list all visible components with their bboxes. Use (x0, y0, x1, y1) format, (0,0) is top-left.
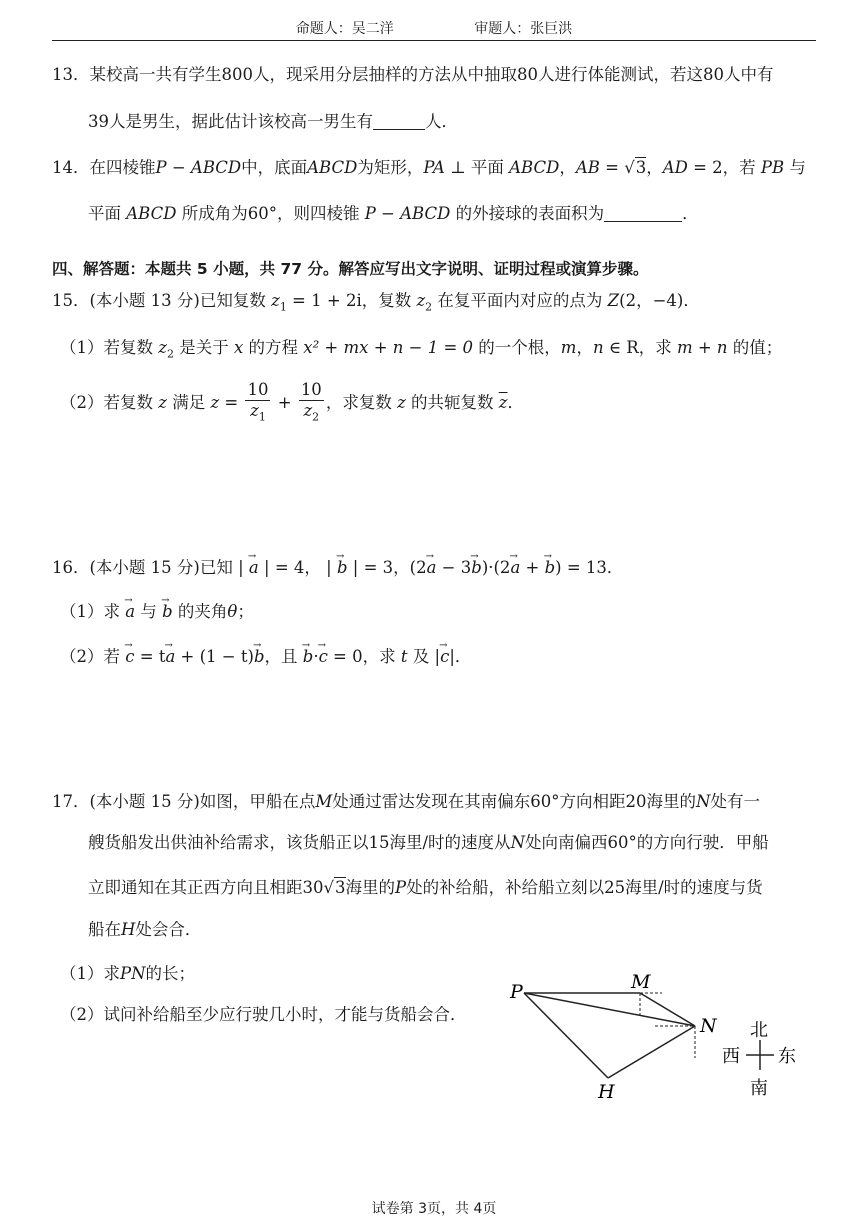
answer-blank (373, 113, 425, 130)
label-H: H (598, 1081, 615, 1103)
answer-blank (604, 205, 682, 222)
label-P: P (510, 981, 523, 1003)
label-M: M (631, 971, 651, 993)
line-PH (524, 993, 608, 1078)
page-footer: 试卷第 3页，共 4页 (371, 1201, 497, 1217)
q16-part1: （1）求 → a 与 → b 的夹角θ； (60, 600, 830, 624)
q15-stem: 15．(本小题 13 分)已知复数 $z_1 = 1 + 2i$，复数 $z_2$ 在复平面内对应的点为 Z(2，−4)． (52, 291, 700, 314)
q13-line2: 39人是男生，据此估计该校高一男生有 人． (88, 112, 458, 131)
author-label: 命题人：吴二洋 (295, 21, 394, 37)
compass-south: 南 (750, 1078, 768, 1099)
q13-line1: 13．某校高一共有学生800人，现采用分层抽样的方法从中抽取80人进行体能测试，若这80人中有 (52, 65, 774, 84)
q17-part2: （2）试问补给船至少应行驶几小时，才能与货船会合． (60, 1005, 467, 1024)
page-header (52, 18, 816, 41)
q17-line4: 船在H处会合． (88, 920, 202, 939)
fraction-10-z2: $\frac{10}{z_2}$ (300, 380, 322, 424)
compass-east: 东 (778, 1046, 796, 1067)
q16-part2: （2）若 → c = t→ a + (1 − t)→ b，且 → b·→ c = 0，求 t 及 |→ c|． (60, 645, 830, 669)
q16-stem: 16．(本小题 15 分)已知 | → a | = 4， | → b | = 3，(2→ a − 3→ b)·(2→ a + → b) = 13． (52, 556, 822, 580)
section-heading: 四、解答题：本题共 5 小题，共 77 分。解答应写出文字说明、证明过程或演算步骤。 (52, 260, 649, 278)
q14-line1: 14．在四棱锥P − ABCD中，底面ABCD为矩形，PA ⊥ 平面 ABCD，AB = √3，AD = 2，若 PB 与 (52, 158, 806, 177)
label-N: N (700, 1015, 717, 1037)
q17-line3: 立即通知在其正西方向且相距30√3海里的P处的补给船，补给船立刻以25海里/时的速度与货 (88, 878, 763, 897)
compass-west: 西 (722, 1046, 740, 1067)
q17-line1: 17．(本小题 15 分)如图，甲船在点M处通过雷达发现在其南偏东60°方向相距20海里的N处有一 (52, 792, 760, 811)
q17-line2: 艘货船发出供油补给需求，该货船正以15海里/时的速度从N处向南偏西60°的方向行驶．甲船 (88, 833, 769, 852)
line-NH (608, 1026, 695, 1078)
q15-part2: （2）若复数 z 满足 z = $\frac{10}{z_1}$ + $\frac{10}{z_2}$ ，求复数 z 的共轭复数 $\overline{z}$． (60, 380, 830, 427)
q17-part1: （1）求PN的长； (60, 964, 196, 983)
q14-line2: 平面 ABCD 所成角为60°，则四棱锥 P − ABCD 的外接球的表面积为 ． (88, 204, 699, 223)
fraction-10-z1: $\frac{10}{z_1}$ (247, 380, 269, 424)
compass-north: 北 (750, 1020, 768, 1041)
navigation-diagram (500, 960, 820, 1110)
reviewer-label: 审题人：张巨洪 (474, 21, 573, 37)
q15-part1: （1）若复数 $z_2$ 是关于 x 的方程 x² + mx + n − 1 = 0 的一个根，m，n ∈ R，求 m + n 的值； (60, 338, 783, 361)
line-PN (524, 993, 695, 1026)
